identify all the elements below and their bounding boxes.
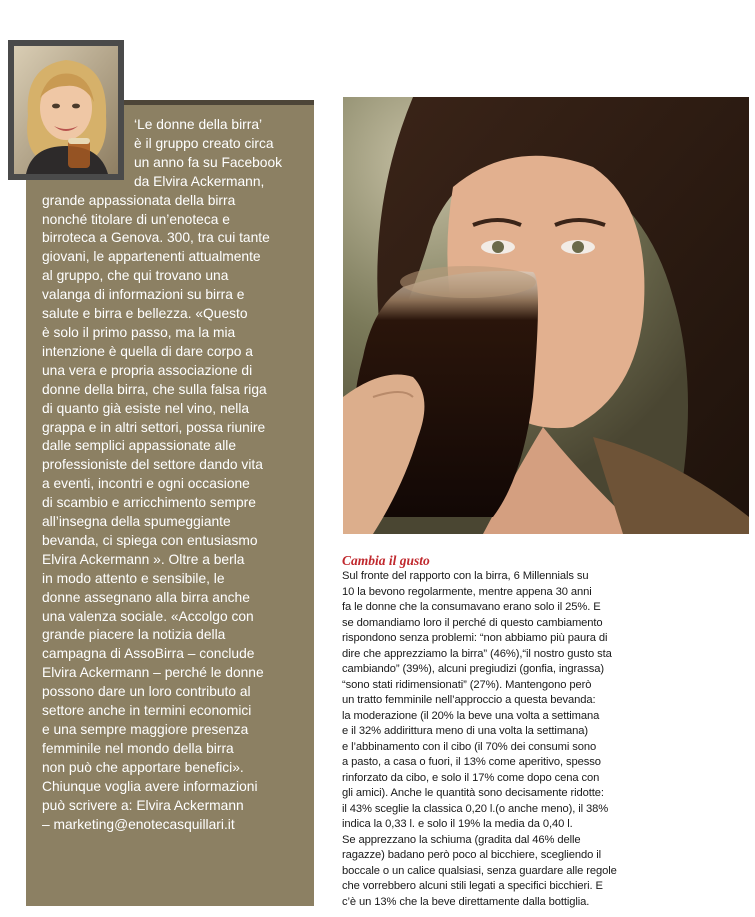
sidebar-text-line: una vera e propria associazione di: [42, 362, 253, 378]
woman-drinking-beer-photo: [343, 97, 749, 534]
article-text-line: Sul fronte del rapporto con la birra, 6 Millennials su: [342, 570, 589, 582]
sidebar-text-line: è solo il primo passo, ma la mia: [42, 324, 236, 340]
sidebar-text-line: in modo attento e sensibile, le: [42, 570, 225, 586]
sidebar-text-line: – marketing@enotecasquillari.it: [42, 816, 235, 832]
sidebar-profile-text: [42, 116, 312, 834]
article-text-line: e l’abbinamento con il cibo (il 70% dei consumi sono: [342, 740, 597, 753]
sidebar-text-line: grappa e in altri settori, possa riunire: [42, 419, 266, 435]
article-text-line: rinforzato da cibo, e solo il 17% come dopo cena con: [342, 771, 600, 784]
sidebar-text-line: possono dare un loro contributo al: [42, 684, 251, 700]
sidebar-text-line: non può che apportare benefici».: [42, 759, 244, 775]
article-text-line: fa le donne che la consumavano erano solo il 25%. E: [342, 601, 601, 613]
article-text-line: la moderazione (il 20% la beve una volta a settimana: [342, 709, 600, 722]
sidebar-text-line: grande piacere la notizia della: [42, 627, 226, 643]
sidebar-text-line: dalle semplici appassionate alle: [42, 438, 237, 454]
article-text-line: il 43% sceglie la classica 0,20 l.(o anche meno), il 38%: [342, 802, 609, 815]
sidebar-text-line: donne della birra, che sulla falsa riga: [42, 381, 267, 397]
article-text-line: gli amici). Anche le quantità sono decisamente ridotte:: [342, 787, 604, 799]
sidebar-text-line: professioniste del settore dando vita: [42, 457, 263, 473]
sidebar-text-line: valanga di informazioni su birra e: [42, 287, 245, 303]
sidebar-text-line: nonché titolare di un’enoteca e: [42, 211, 230, 227]
article-text-line: dire che apprezziamo la birra” (46%),“il nostro gusto sta: [342, 647, 612, 660]
article-text-line: se domandiamo loro il perché di questo cambiamento: [342, 616, 603, 629]
sidebar-text-line: un anno fa su Facebook: [134, 154, 283, 170]
article-text-line: 10 la bevono regolarmente, mentre appena 30 anni: [342, 585, 592, 598]
sidebar-text-line: a eventi, incontri e ogni occasione: [42, 476, 250, 492]
article-text-line: cambiando” (39%), alcuni pregiudizi (gonfia, ingrassa): [342, 663, 604, 675]
sidebar-text-line: giovani, le appartenenti attualmente: [42, 249, 261, 265]
sidebar-text-line: di scambio e arricchimento sempre: [42, 495, 256, 511]
article-text-line: un tratto femminile nell’approccio a questa bevanda:: [342, 694, 596, 706]
sidebar-text-line: è il gruppo creato circa: [134, 135, 274, 151]
sidebar-text-line: al gruppo, che qui trovano una: [42, 268, 229, 284]
article-text-line: boccale o un calice qualsiasi, senza guardare alle regole: [342, 864, 617, 877]
sidebar-text-line: femminile nel mondo della birra: [42, 740, 234, 756]
sidebar-text-line: grande appassionata della birra: [42, 192, 236, 208]
sidebar-text-line: intenzione è quella di dare corpo a: [42, 343, 253, 359]
sidebar-text-line: all’insegna della spumeggiante: [42, 514, 231, 530]
sidebar-text-line: Elvira Ackermann ». Oltre a berla: [42, 551, 245, 567]
sidebar-text-line: Elvira Ackermann – perché le donne: [42, 665, 264, 681]
article-text-line: rispondono senza problemi: “non abbiamo più paura di: [342, 632, 608, 644]
article-body: [342, 569, 750, 910]
article-text-line: Se apprezzano la schiuma (gradita dal 46% delle: [342, 833, 581, 846]
sidebar-text-line: può scrivere a: Elvira Ackermann: [42, 797, 244, 813]
sidebar-text-line: campagna di AssoBirra – conclude: [42, 646, 255, 662]
sidebar-text-line: salute e birra e bellezza. «Questo: [42, 306, 248, 322]
sidebar-text-line: da Elvira Ackermann,: [134, 173, 265, 189]
sidebar-text-line: di quanto già esiste nel vino, nella: [42, 400, 250, 416]
article-text-line: a pasto, a casa o fuori, il 13% come aperitivo, spesso: [342, 756, 601, 768]
article-text-line: indica la 0,33 l. e solo il 19% la media da 0,40 l.: [342, 818, 573, 830]
sidebar-text-line: bevanda, ci spiega con entusiasmo: [42, 532, 258, 548]
article-text-line: “sono stati ridimensionati” (27%). Mantengono però: [342, 678, 592, 691]
sidebar-text-line: birroteca a Genova. 300, tra cui tante: [42, 230, 270, 246]
article-text-line: c’è un 13% che la beve direttamente dalla bottiglia.: [342, 895, 590, 908]
sidebar-text-line: Chiunque voglia avere informazioni: [42, 778, 258, 794]
sidebar-text-line: settore anche in termini economici: [42, 703, 252, 719]
sidebar-text-line: donne assegnano alla birra anche: [42, 589, 250, 605]
sidebar-text-line: e una sempre maggiore presenza: [42, 722, 249, 737]
beer-photo-icon: [343, 97, 749, 534]
sidebar-text-line: una valenza sociale. «Accolgo con: [42, 608, 254, 624]
article-text-line: e il 32% addirittura meno di una volta la settimana): [342, 725, 589, 737]
article-heading: Cambia il gusto: [342, 553, 430, 568]
sidebar-text-line: ‘Le donne della birra’: [134, 117, 263, 132]
article-text-line: che vorrebbero alcuni stili legati a specifici bicchieri. E: [342, 880, 603, 892]
article-text-line: ragazze) badano però poco al bicchiere, scegliendo il: [342, 849, 602, 861]
